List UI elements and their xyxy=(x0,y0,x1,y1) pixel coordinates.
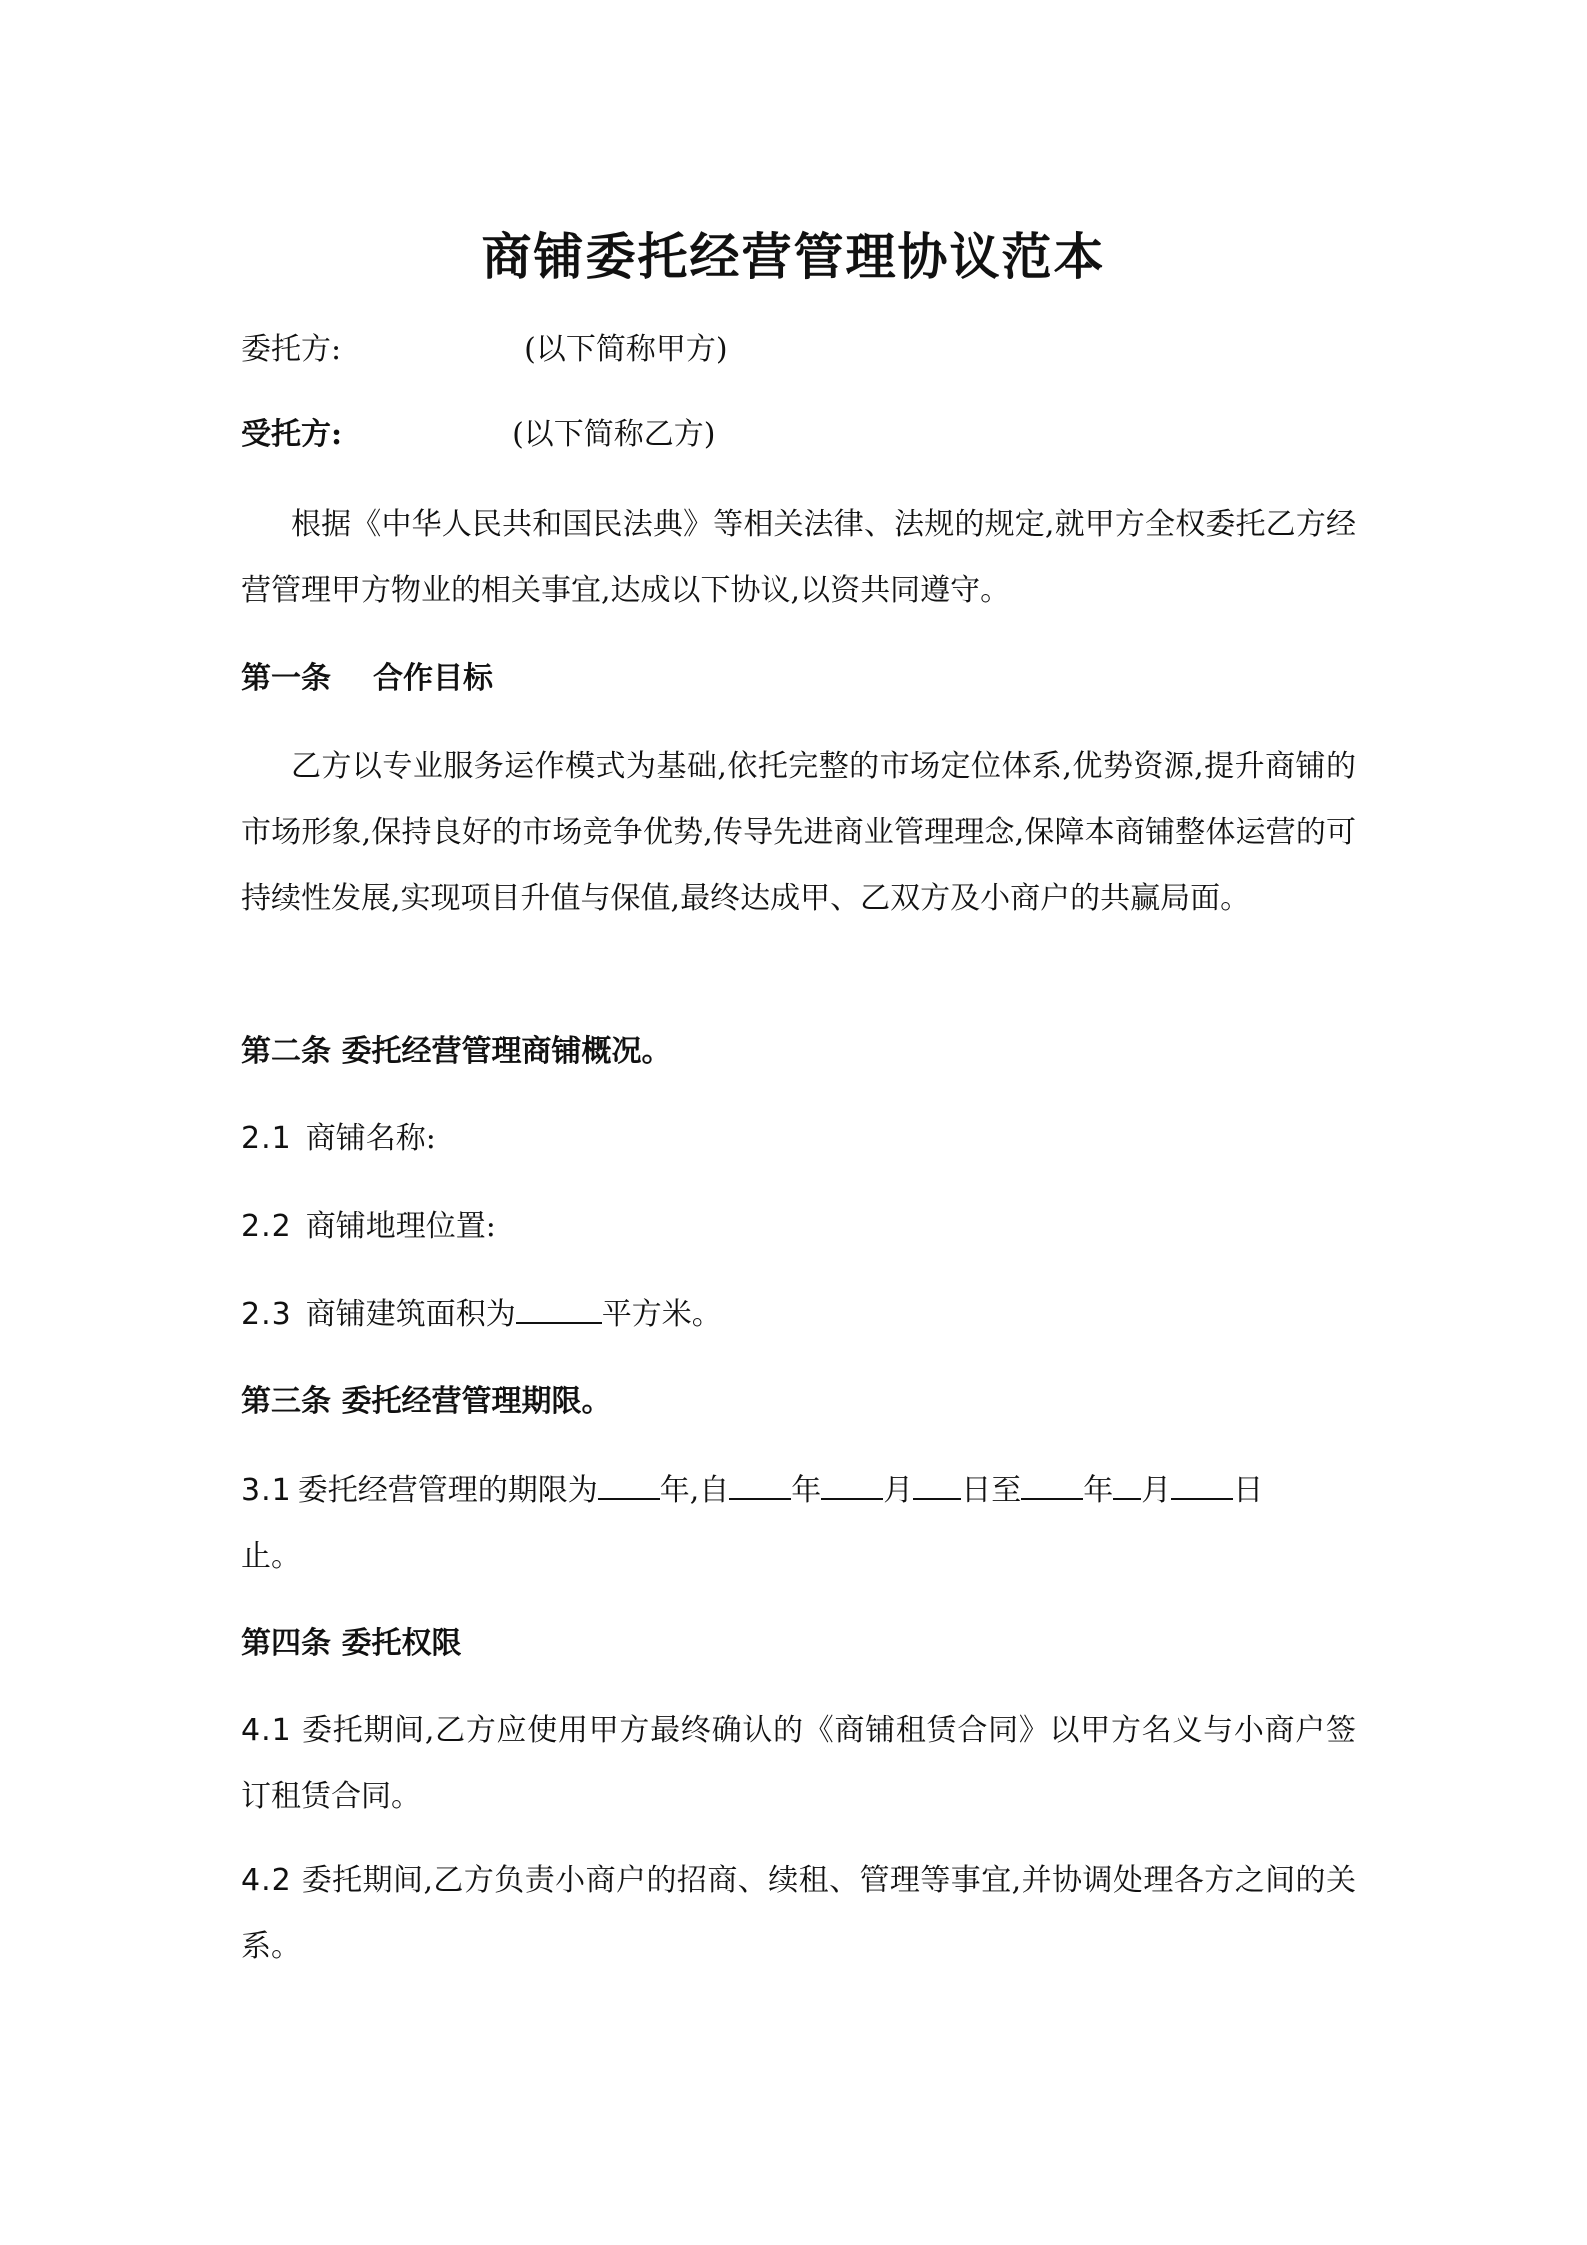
term-text-8: 日 xyxy=(1233,1473,1264,1508)
item-2-2 xyxy=(241,1205,496,1249)
end-year-blank xyxy=(1021,1468,1083,1500)
item-2-2-text: 商铺地理位置: xyxy=(305,1209,496,1244)
party-a-note: (以下简称甲方) xyxy=(524,332,728,367)
article-2-heading: 第二条 委托经营管理商铺概况。 xyxy=(241,1034,672,1069)
party-a-line xyxy=(241,328,728,372)
article-1-body: 乙方以专业服务运作模式为基础,依托完整的市场定位体系,优势资源,提升商铺的市场形象,保持良好的市场竞争优势,传导先进商业管理理念,保障本商铺整体运营的可持续性发展,实现项目升值与保值,最终达成甲、乙双方及小商户的共赢局面。 xyxy=(241,749,1356,916)
party-b-label: 受托方: xyxy=(241,417,343,452)
term-text-5: 日至 xyxy=(961,1473,1022,1508)
item-2-1-text: 商铺名称: xyxy=(305,1121,436,1156)
term-text-4: 月 xyxy=(883,1473,914,1508)
term-text-3: 年 xyxy=(791,1473,822,1508)
document-title: 商铺委托经营管理协议范本 xyxy=(481,227,1106,286)
item-3-1-number: 3.1 xyxy=(241,1473,292,1508)
term-text-1: 委托经营管理的期限为 xyxy=(297,1473,598,1508)
item-2-3-number: 2.3 xyxy=(241,1297,292,1332)
article-1-number: 第一条 xyxy=(241,661,331,696)
item-2-3-text-b: 平方米。 xyxy=(601,1297,722,1332)
area-blank xyxy=(516,1292,602,1324)
start-day-blank xyxy=(913,1468,961,1500)
party-b-line xyxy=(241,413,716,457)
article-3-heading: 第三条 委托经营管理期限。 xyxy=(241,1384,612,1419)
item-2-2-number: 2.2 xyxy=(241,1209,292,1244)
item-4-2 xyxy=(241,1848,1356,1980)
item-4-1-text: 委托期间,乙方应使用甲方最终确认的《商铺租赁合同》以甲方名义与小商户签订租赁合同。 xyxy=(241,1713,1356,1814)
item-4-2-text: 委托期间,乙方负责小商户的招商、续租、管理等事宜,并协调处理各方之间的关系。 xyxy=(241,1863,1356,1964)
term-text-7: 月 xyxy=(1141,1473,1172,1508)
term-text-6: 年 xyxy=(1083,1473,1114,1508)
item-4-1 xyxy=(241,1698,1356,1830)
start-month-blank xyxy=(821,1468,883,1500)
start-year-blank xyxy=(729,1468,791,1500)
item-2-1 xyxy=(241,1117,436,1161)
party-b-note: (以下简称乙方) xyxy=(512,417,716,452)
item-4-1-number: 4.1 xyxy=(241,1713,292,1748)
item-2-3 xyxy=(241,1292,722,1337)
item-2-3-text-a: 商铺建筑面积为 xyxy=(305,1297,516,1332)
term-years-blank xyxy=(598,1468,660,1500)
term-text-2: 年,自 xyxy=(659,1473,730,1508)
item-3-1-end: 止。 xyxy=(241,1539,301,1574)
article-1-title: 合作目标 xyxy=(373,661,493,696)
article-1-heading xyxy=(241,657,493,701)
item-3-1 xyxy=(241,1468,1263,1513)
preamble-paragraph: 根据《中华人民共和国民法典》等相关法律、法规的规定,就甲方全权委托乙方经营管理甲方物业的相关事宜,达成以下协议,以资共同遵守。 xyxy=(241,507,1356,608)
end-day-blank xyxy=(1171,1468,1233,1500)
end-month-blank xyxy=(1113,1468,1141,1500)
article-4-heading: 第四条 委托权限 xyxy=(241,1626,462,1661)
item-2-1-number: 2.1 xyxy=(241,1121,292,1156)
party-a-label: 委托方: xyxy=(241,332,342,367)
item-4-2-number: 4.2 xyxy=(241,1863,292,1898)
